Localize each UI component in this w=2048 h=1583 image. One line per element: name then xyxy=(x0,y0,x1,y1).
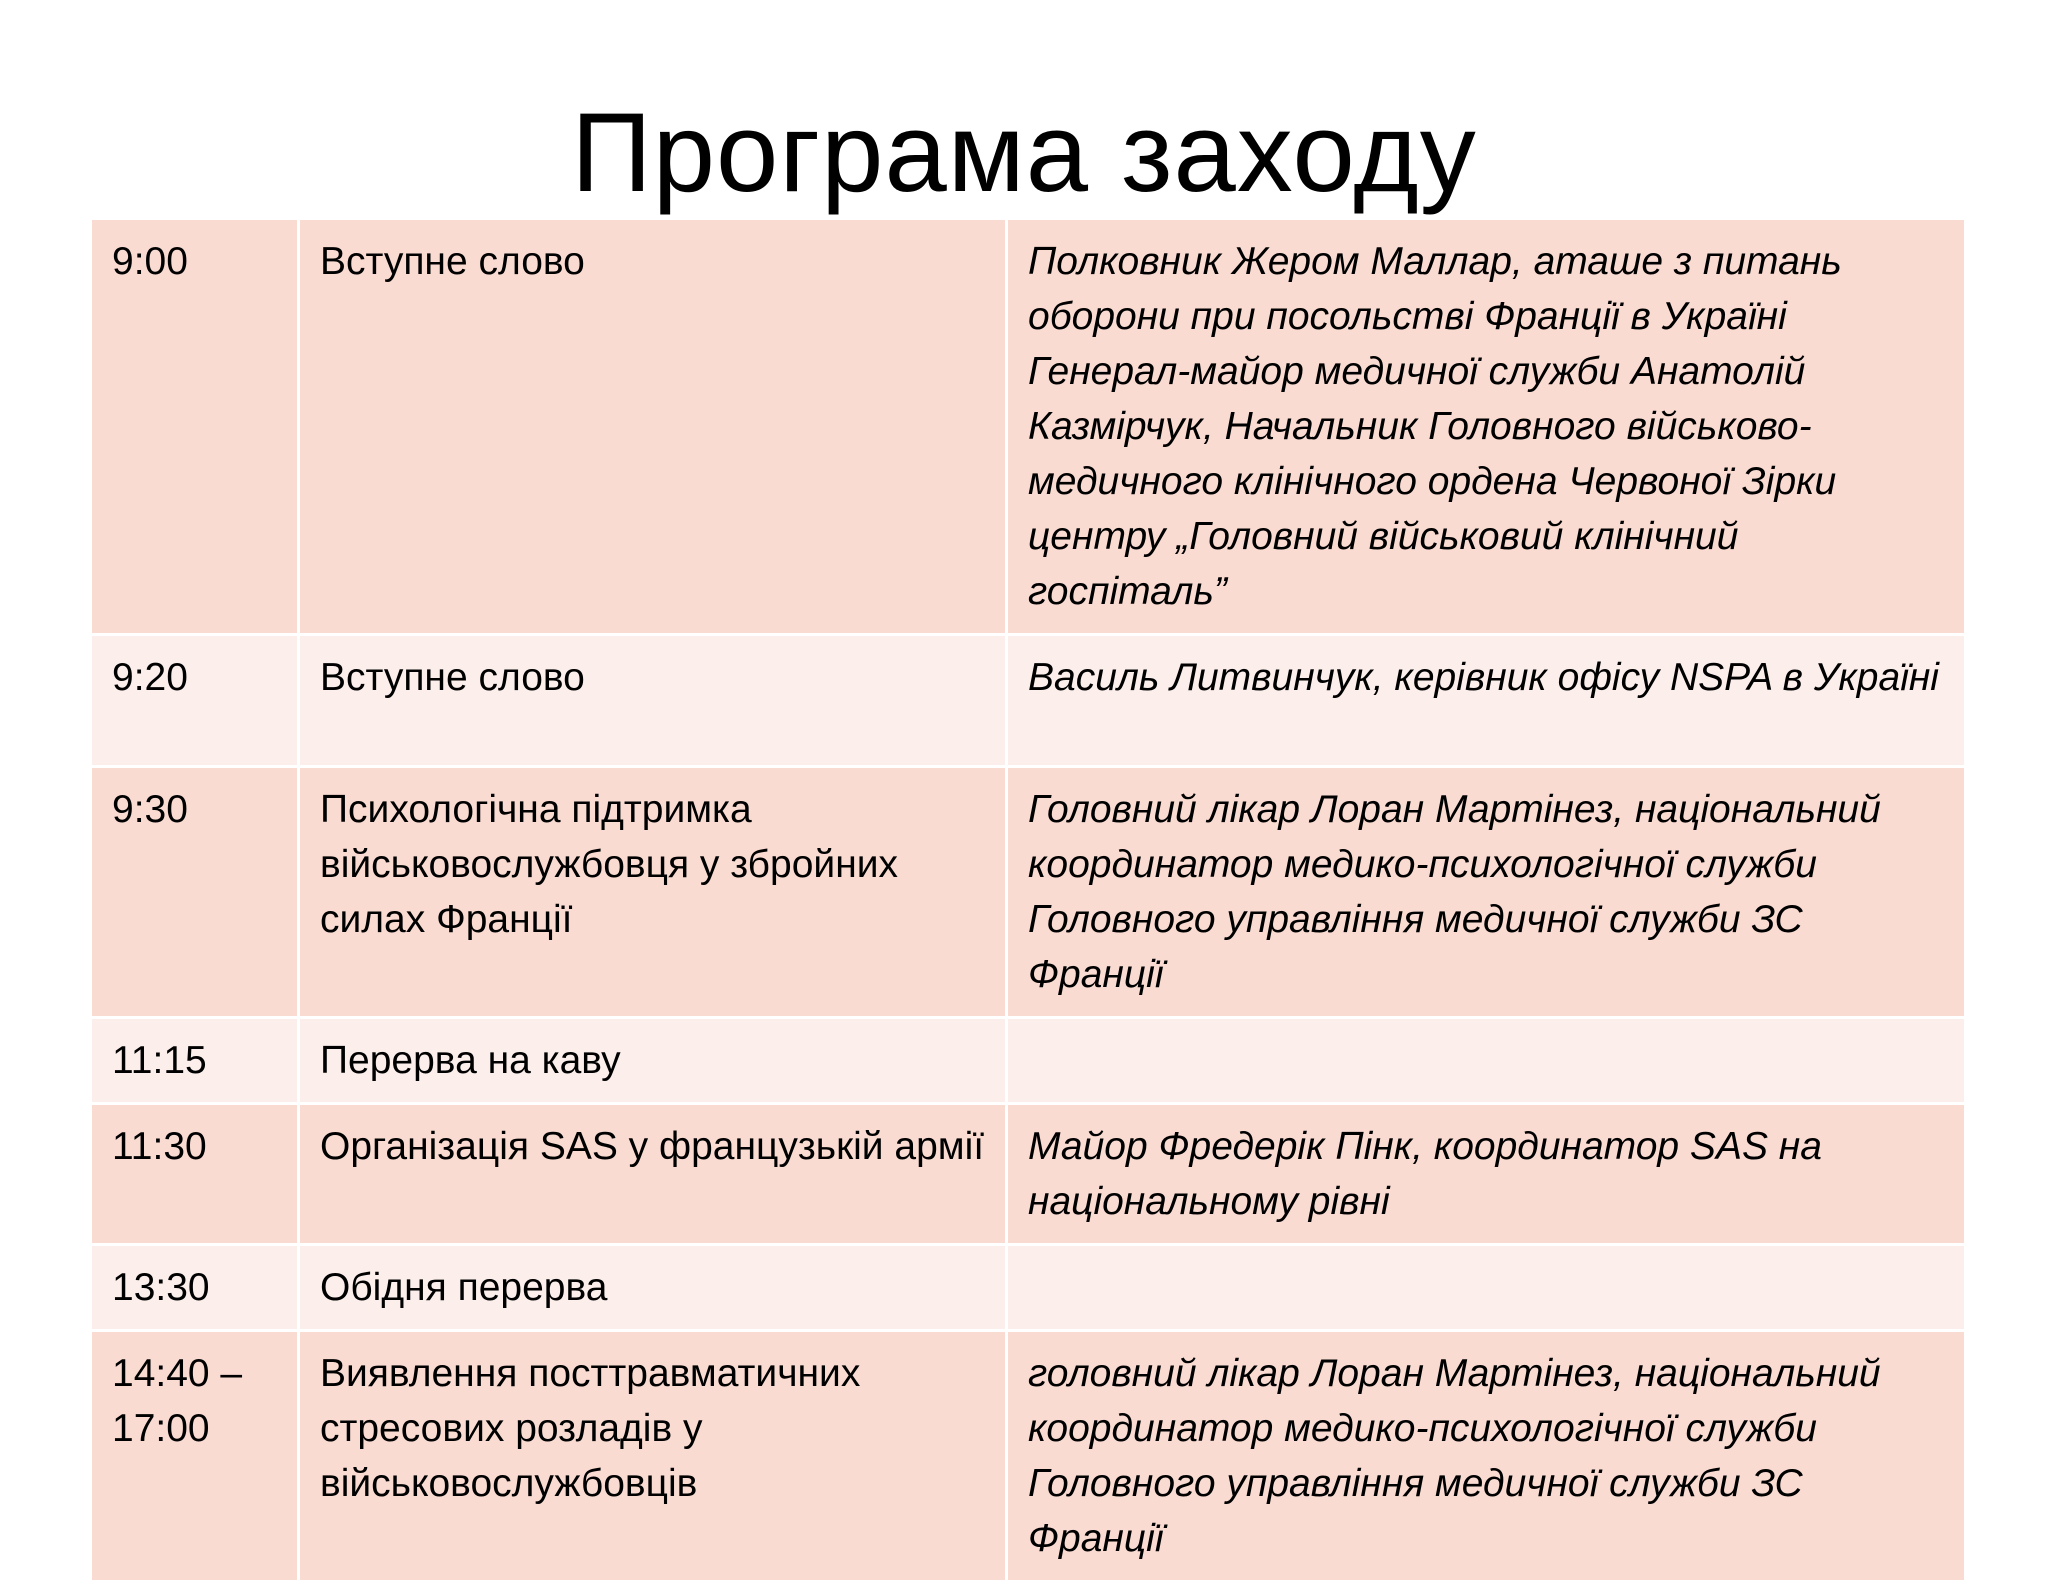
table-row xyxy=(91,635,1966,767)
time-cell: 9:20 xyxy=(91,635,299,767)
speaker-cell xyxy=(1007,1245,1966,1331)
speaker-cell: головний лікар Лоран Мартінез, національний координатор медико-психологічної служби Головного управління медичної служби ЗС Франції xyxy=(1007,1331,1966,1582)
event-cell: Вступне слово xyxy=(299,635,1007,767)
table-row xyxy=(91,1018,1966,1104)
table-row xyxy=(91,1104,1966,1245)
event-cell: Психологічна підтримка військовослужбовця у збройних силах Франції xyxy=(299,767,1007,1018)
time-cell: 9:00 xyxy=(91,219,299,635)
speaker-cell: Василь Литвинчук, керівник офісу NSPA в Україні xyxy=(1007,635,1966,767)
time-cell: 9:30 xyxy=(91,767,299,1018)
event-cell: Організація SAS у французькій армії xyxy=(299,1104,1007,1245)
event-cell: Перерва на каву xyxy=(299,1018,1007,1104)
event-cell: Вступне слово xyxy=(299,219,1007,635)
event-cell: Обідня перерва xyxy=(299,1245,1007,1331)
speaker-cell: Майор Фредерік Пінк, координатор SAS на національному рівні xyxy=(1007,1104,1966,1245)
table-row xyxy=(91,219,1966,635)
time-cell: 14:40 – 17:00 xyxy=(91,1331,299,1582)
speaker-cell xyxy=(1007,1018,1966,1104)
table-row xyxy=(91,1331,1966,1582)
table-row xyxy=(91,1245,1966,1331)
program-table xyxy=(89,217,1967,1583)
time-cell: 13:30 xyxy=(91,1245,299,1331)
time-cell: 11:30 xyxy=(91,1104,299,1245)
table-row xyxy=(91,767,1966,1018)
page-title: Програма заходу xyxy=(571,90,1477,215)
time-cell: 11:15 xyxy=(91,1018,299,1104)
event-cell: Виявлення посттравматичних стресових розладів у військовослужбовців xyxy=(299,1331,1007,1582)
speaker-cell: Полковник Жером Маллар, аташе з питань оборони при посольстві Франції в Україні Генерал-майор медичної служби Анатолій Казмірчук, Начальник Головного військово-медичного клінічного ордена Червоної Зірки центру „Головний військовий клінічний госпіталь” xyxy=(1007,219,1966,635)
speaker-cell: Головний лікар Лоран Мартінез, національний координатор медико-психологічної служби Головного управління медичної служби ЗС Франції xyxy=(1007,767,1966,1018)
